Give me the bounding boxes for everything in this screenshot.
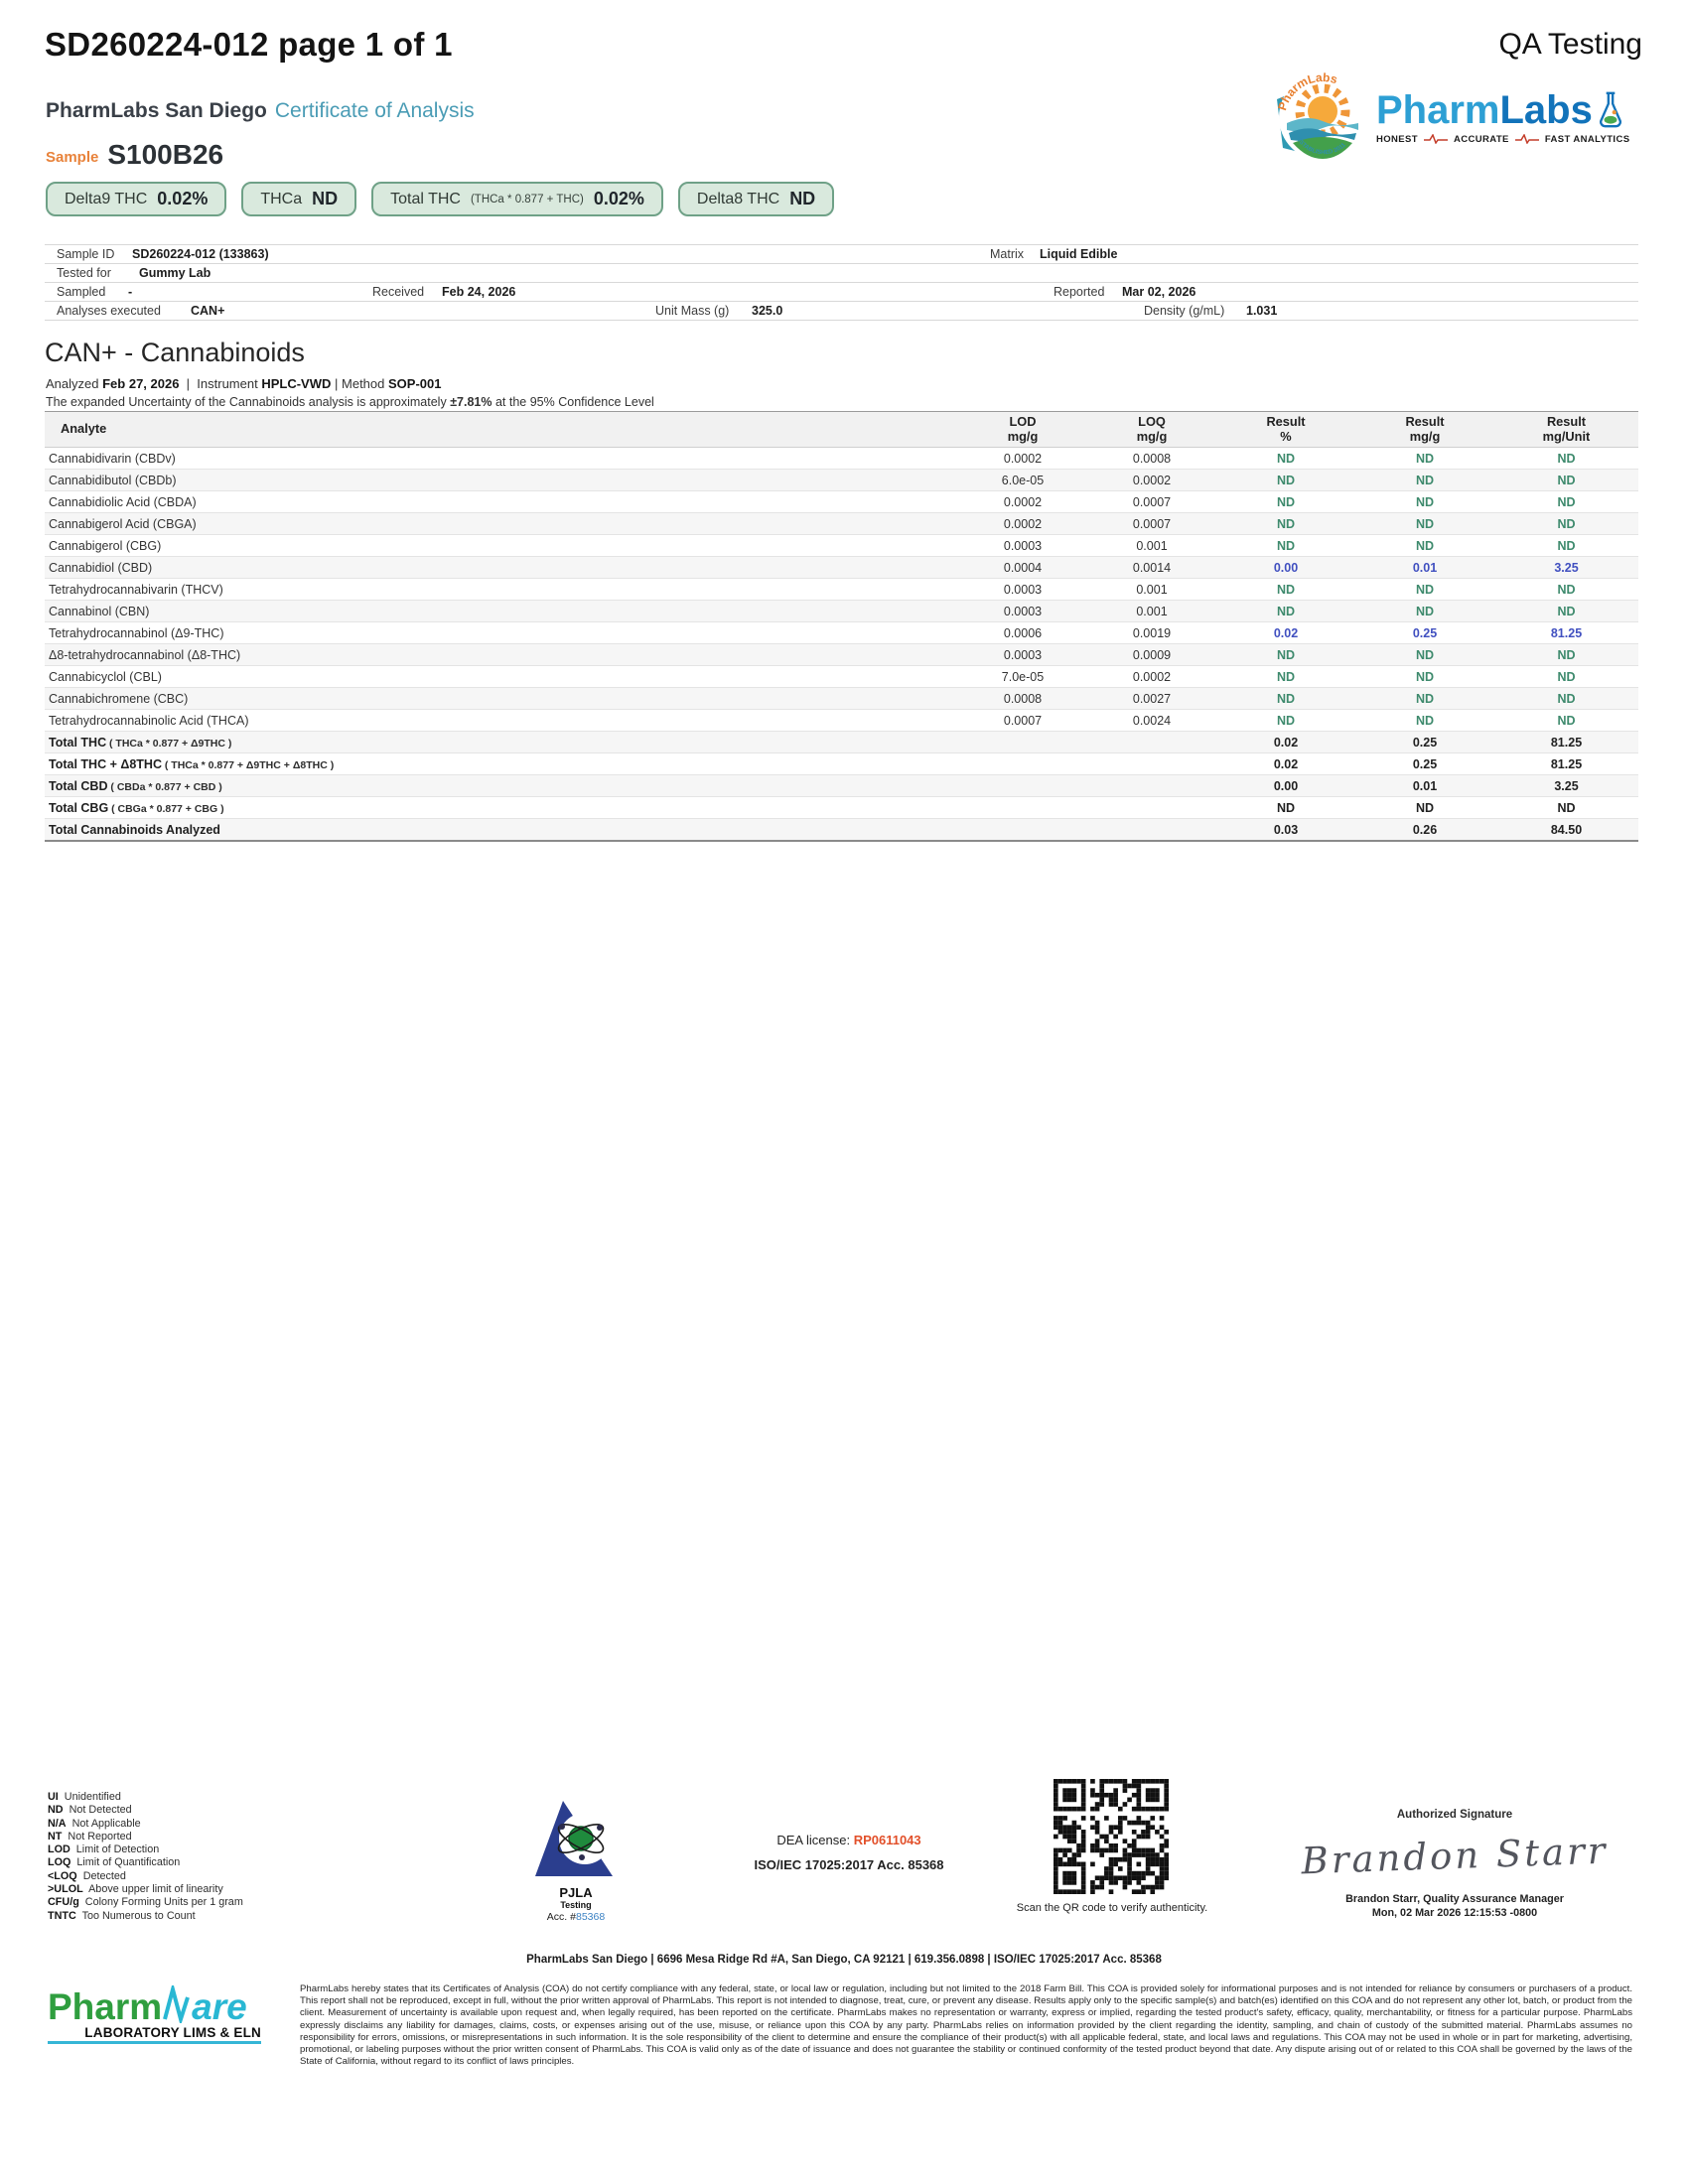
qr-caption: Scan the QR code to verify authenticity. (1016, 1902, 1208, 1914)
section-title: CAN+ - Cannabinoids (45, 338, 305, 367)
matrix-value: Liquid Edible (1040, 247, 1118, 261)
signatory-name: Brandon Starr, Quality Assurance Manager (1345, 1893, 1564, 1905)
uncertainty-pre: The expanded Uncertainty of the Cannabinoids analysis is approximately (46, 395, 451, 409)
density-value: 1.031 (1246, 304, 1278, 318)
certificate-title: Certificate of Analysis (274, 99, 475, 122)
section-subtitle (46, 376, 442, 391)
legend-item: LOQ Limit of Quantification (48, 1856, 181, 1869)
tagline-fast: FAST ANALYTICS (1544, 133, 1630, 145)
pjla-logo-icon (533, 1799, 619, 1878)
col-analyte: Analyte (45, 412, 958, 448)
badge-value: 0.02% (157, 189, 209, 208)
tagline-accurate: ACCURATE (1454, 133, 1509, 145)
method-label: Method (342, 376, 385, 391)
qr-code (1054, 1779, 1169, 1899)
density-label: Density (g/mL) (1144, 304, 1225, 318)
iso-accreditation: ISO/IEC 17025:2017 Acc. 85368 (754, 1857, 944, 1872)
analyte-row: Cannabigerol Acid (CBGA) 0.0002 0.0007 ND ND ND (45, 513, 1638, 535)
unit-mass-value: 325.0 (752, 304, 783, 318)
waveform-icon (1424, 134, 1448, 144)
sample-metadata (45, 244, 1638, 321)
separator: | (186, 376, 191, 391)
pjla-sub: Testing (560, 1900, 592, 1910)
sample-id-label: Sample ID (57, 247, 115, 261)
dea-license-value: RP0611043 (853, 1833, 921, 1847)
badge-value: ND (789, 189, 816, 208)
tested-for-value: Gummy Lab (139, 266, 211, 280)
table-header-row (45, 412, 1638, 448)
analyte-row: Cannabicyclol (CBL) 7.0e-05 0.0002 ND ND ND (45, 666, 1638, 688)
pjla-name: PJLA (559, 1885, 593, 1900)
pharmware-subtitle: LABORATORY LIMS & ELN (84, 2025, 261, 2040)
col-result-mgg: Result mg/g (1355, 412, 1494, 448)
analyte-row: Cannabidivarin (CBDv) 0.0002 0.0008 ND ND ND (45, 448, 1638, 470)
analyte-row: Tetrahydrocannabinolic Acid (THCA) 0.0007 0.0024 ND ND ND (45, 710, 1638, 732)
badge-thca (241, 182, 356, 216)
legend-item: UI Unidentified (48, 1791, 121, 1803)
badge-value: 0.02% (593, 189, 644, 208)
pjla-accreditation-number (516, 1911, 635, 1923)
pjla-acc-value: 85368 (575, 1911, 606, 1923)
pharmlabs-logo (1273, 69, 1629, 165)
badge-label: Delta8 THC (696, 190, 780, 207)
legend-item: NT Not Reported (48, 1830, 132, 1843)
emblem-arc-bottom-text: ESTABLISHED 2011 (1295, 136, 1347, 157)
reported-value: Mar 02, 2026 (1122, 285, 1196, 299)
badge-value: ND (312, 189, 339, 208)
col-loq: LOQ mg/g (1087, 412, 1216, 448)
legend-item: <LOQ Detected (48, 1869, 126, 1882)
sampled-value: - (128, 285, 133, 299)
analyte-row: Tetrahydrocannabivarin (THCV) 0.0003 0.001 ND ND ND (45, 579, 1638, 601)
cannabinoid-table (45, 411, 1638, 842)
lab-name: PharmLabs San Diego (46, 99, 267, 122)
method-value: SOP-001 (388, 376, 442, 391)
waveform-icon (1515, 134, 1539, 144)
cannabinoid-table-body (45, 448, 1638, 842)
pharmware-w-glyph-icon (162, 1985, 192, 2023)
tagline-honest: HONEST (1376, 133, 1418, 145)
reported-label: Reported (1054, 285, 1105, 299)
badge-label: THCa (260, 190, 303, 207)
badge-sublabel: (THCa * 0.877 + THC) (470, 193, 584, 205)
separator: | (335, 376, 343, 391)
analyzed-label: Analyzed (46, 376, 99, 391)
analyte-row: Cannabidiolic Acid (CBDA) 0.0002 0.0007 ND ND ND (45, 491, 1638, 513)
analyzed-date: Feb 27, 2026 (102, 376, 180, 391)
badge-label: Total THC (390, 190, 461, 207)
summary-badges (46, 182, 834, 216)
analyte-row: Cannabidiol (CBD) 0.0004 0.0014 0.00 0.01 3.25 (45, 557, 1638, 579)
total-row: Total THC + Δ8THC ( THCa * 0.877 + Δ9THC + Δ8THC ) 0.02 0.25 81.25 (45, 753, 1638, 775)
pharmware-pharm: Pharm (48, 1985, 163, 2027)
sample-id: S100B26 (107, 139, 224, 170)
qr-code-icon (1054, 1779, 1169, 1894)
total-row: Total Cannabinoids Analyzed 0.03 0.26 84.50 (45, 819, 1638, 842)
instrument-label: Instrument (197, 376, 258, 391)
badge-delta8-thc (678, 182, 834, 216)
sample-line (46, 139, 223, 171)
signature-block (1286, 1809, 1623, 1919)
col-lod: LOD mg/g (958, 412, 1087, 448)
pharmware-ware: are (192, 1985, 247, 2027)
lab-title-line (46, 99, 475, 123)
analyte-row: Δ8-tetrahydrocannabinol (Δ8-THC) 0.0003 0.0009 ND ND ND (45, 644, 1638, 666)
badge-label: Delta9 THC (65, 190, 148, 207)
document-id: SD260224-012 page 1 of 1 (45, 26, 453, 63)
badge-total-thc (371, 182, 663, 216)
received-label: Received (372, 285, 425, 299)
analyses-label: Analyses executed (57, 304, 161, 318)
signature-date: Mon, 02 Mar 2026 12:15:53 -0800 (1371, 1907, 1538, 1919)
document-type: QA Testing (1498, 28, 1642, 61)
pharmware-logo (48, 1985, 261, 2044)
total-row: Total CBG ( CBGa * 0.877 + CBG ) ND ND ND (45, 797, 1638, 819)
received-value: Feb 24, 2026 (442, 285, 516, 299)
uncertainty-post: at the 95% Confidence Level (492, 395, 654, 409)
analyte-row: Cannabidibutol (CBDb) 6.0e-05 0.0002 ND ND ND (45, 470, 1638, 491)
legend-item: LOD Limit of Detection (48, 1843, 160, 1856)
badge-delta9-thc (46, 182, 226, 216)
flask-icon (1597, 91, 1624, 129)
legend-list (48, 1791, 243, 1923)
signature-script: Brandon Starr (1300, 1829, 1610, 1883)
analyte-row: Tetrahydrocannabinol (Δ9-THC) 0.0006 0.0019 0.02 0.25 81.25 (45, 622, 1638, 644)
sampled-label: Sampled (57, 285, 106, 299)
meta-row-dates (45, 282, 1638, 301)
pharmlabs-wordmark (1376, 87, 1629, 132)
pharmlabs-emblem-icon (1273, 69, 1368, 165)
pjla-accreditation (516, 1799, 635, 1923)
uncertainty-note (46, 395, 654, 409)
emblem-arc-top-text: PharmLabs (1275, 69, 1339, 112)
analyte-row: Cannabigerol (CBG) 0.0003 0.001 ND ND ND (45, 535, 1638, 557)
meta-row-sample-id (45, 244, 1638, 263)
meta-row-analyses (45, 301, 1638, 321)
signature-title: Authorized Signature (1396, 1809, 1513, 1821)
analyte-row: Cannabinol (CBN) 0.0003 0.001 ND ND ND (45, 601, 1638, 622)
total-row: Total THC ( THCa * 0.877 + Δ9THC ) 0.02 0.25 81.25 (45, 732, 1638, 753)
unit-mass-label: Unit Mass (g) (655, 304, 730, 318)
meta-row-tested-for (45, 263, 1638, 282)
tested-for-label: Tested for (57, 266, 111, 280)
total-row: Total CBD ( CBDa * 0.877 + CBD ) 0.00 0.01 3.25 (45, 775, 1638, 797)
legend-item: ND Not Detected (48, 1804, 132, 1817)
col-result-mgunit: Result mg/Unit (1494, 412, 1638, 448)
pjla-acc-prefix: Acc. # (546, 1911, 576, 1923)
analyses-value: CAN+ (191, 304, 225, 318)
legend-item: TNTC Too Numerous to Count (48, 1909, 196, 1922)
wordmark-pharm: Pharm (1376, 87, 1500, 132)
dea-license-label: DEA license: (776, 1833, 851, 1847)
dea-license-line (680, 1833, 1018, 1847)
legend-item: >ULOL Above upper limit of linearity (48, 1883, 223, 1896)
instrument-value: HPLC-VWD (261, 376, 332, 391)
license-block (680, 1833, 1018, 1872)
lab-address: PharmLabs San Diego | 6696 Mesa Ridge Rd #A, San Diego, CA 92121 | 619.356.0898 | ISO/IEC 17025:2017 Acc. 85368 (526, 1954, 1162, 1966)
analyte-row: Cannabichromene (CBC) 0.0008 0.0027 ND ND ND (45, 688, 1638, 710)
legend-item: N/A Not Applicable (48, 1817, 141, 1830)
brand-tagline (1376, 134, 1629, 145)
sample-id-value: SD260224-012 (133863) (132, 247, 269, 261)
col-result-pct: Result % (1216, 412, 1355, 448)
sample-label: Sample (46, 149, 99, 166)
matrix-label: Matrix (990, 247, 1025, 261)
wordmark-labs: Labs (1499, 87, 1593, 132)
legend-item: CFU/g Colony Forming Units per 1 gram (48, 1896, 243, 1909)
disclaimer-text: PharmLabs hereby states that its Certificates of Analysis (COA) do not certify compliance with any federal, state, or local law or regulation, including but not limited to the 2018 Farm Bill. This COA is provided solely for informational purposes and is not intended for reliance by consumers or purchasers of a product. This report shall not be reproduced, except in full, without the prior written approval of PharmLabs. This report is not intended to diagnose, treat, cure, or prevent any disease. Results apply only to the specific sample(s) and batch(es) identified on this COA and do not represent any other lot, batch, or product from the client. Measurement of uncertainty is available upon request and, when legally required, has been reported on the certificate. PharmLabs makes no representation or warranty, express or implied, regarding the tested product's safety, efficacy, quality, merchantability, or fitness for a particular purpose. PharmLabs expressly disclaims any liability for damages, claims, costs, or expenses arising out of the use, misuse, or reliance upon this COA by any party. PharmLabs relies on information provided by the client regarding the identity, sampling, and chain of custody of the submitted material. PharmLabs assumes no responsibility for errors, omissions, or misrepresentations in such information. It is the sole responsibility of the client to determine and ensure the compliance of their product(s) with all applicable federal, state, and local laws and regulations. This COA may not be used in whole or in part for marketing, advertising, promotional, or labeling purposes without the prior written consent of PharmLabs. This COA is valid only as of the date of issuance and does not guarantee the stability or continued conformity of the tested product beyond that date. Any dispute arising out of or related to this COA shall be governed by the laws of the State of California, without regard to its conflict of laws principles. (300, 1983, 1632, 2068)
uncertainty-value: ±7.81% (450, 395, 492, 409)
